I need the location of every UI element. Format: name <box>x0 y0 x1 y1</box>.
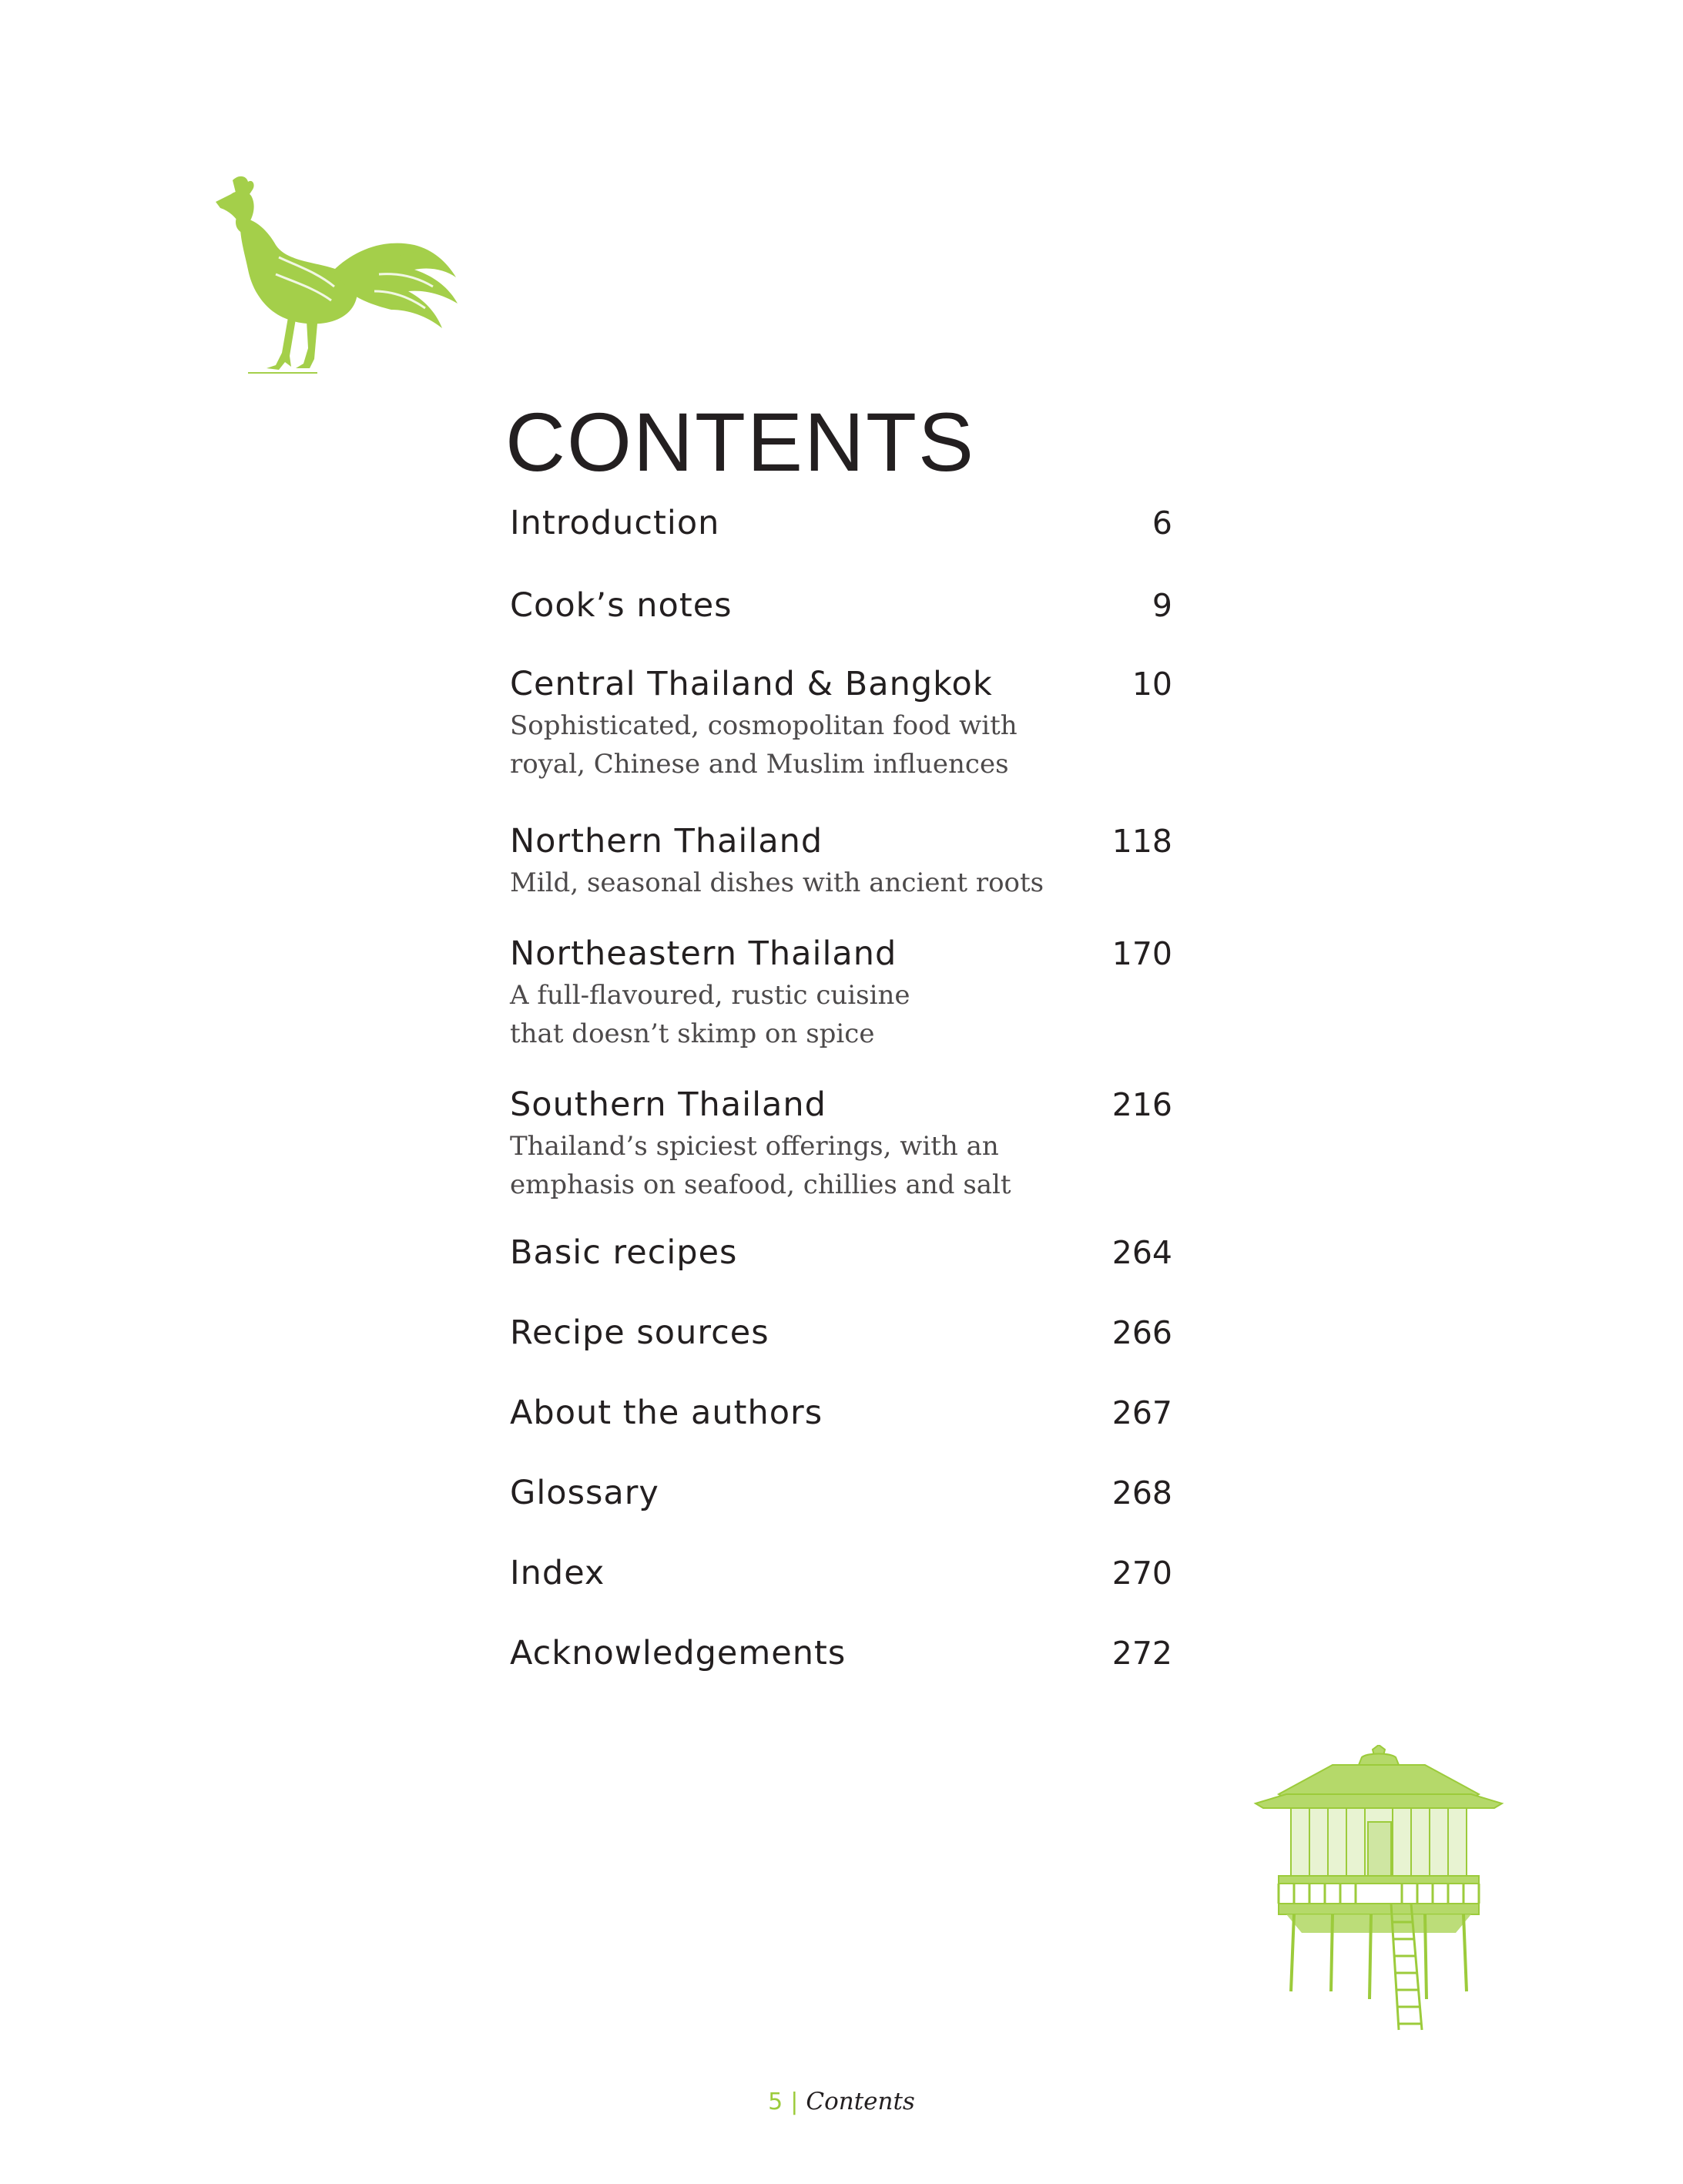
toc-entry[interactable] <box>510 1471 1172 1515</box>
toc-entry-heading: Northern Thailand <box>510 822 823 861</box>
toc-entry-row <box>510 662 1172 706</box>
toc-entry-page-number: 266 <box>1111 1314 1172 1351</box>
toc-entry-heading: About the authors <box>510 1394 823 1432</box>
toc-entry-heading: Southern Thailand <box>510 1085 826 1124</box>
toc-entry-heading: Introduction <box>510 504 720 542</box>
toc-entry-row <box>510 931 1172 976</box>
page-footer <box>0 2088 1683 2115</box>
toc-entry-page-number: 170 <box>1111 935 1172 972</box>
toc-entry[interactable] <box>510 931 1172 1053</box>
toc-entry[interactable] <box>510 583 1172 628</box>
toc-entry-page-number: 118 <box>1111 823 1172 860</box>
toc-entry-heading: Central Thailand & Bangkok <box>510 665 993 703</box>
folio-separator: | <box>790 2088 799 2115</box>
toc-entry-page-number: 216 <box>1111 1086 1172 1123</box>
toc-entry[interactable] <box>510 501 1172 545</box>
toc-entry-row <box>510 583 1172 628</box>
toc-entry-row <box>510 819 1172 864</box>
toc-entry[interactable] <box>510 1310 1172 1355</box>
toc-entry-page-number: 6 <box>1152 505 1172 542</box>
thai-stilt-house-illustration <box>1248 1745 1510 2038</box>
toc-entry[interactable] <box>510 662 1172 783</box>
toc-entry-row <box>510 1310 1172 1355</box>
toc-entry-row <box>510 1391 1172 1435</box>
table-of-contents <box>510 501 1172 1676</box>
toc-entry-heading: Index <box>510 1554 605 1592</box>
toc-entry-page-number: 268 <box>1111 1474 1172 1511</box>
toc-entry-heading: Glossary <box>510 1474 659 1512</box>
toc-entry-description: A full-flavoured, rustic cuisine that doesn’t skimp on spice <box>510 980 910 1049</box>
toc-entry[interactable] <box>510 819 1172 902</box>
toc-entry[interactable] <box>510 1631 1172 1676</box>
toc-entry-page-number: 267 <box>1111 1394 1172 1431</box>
toc-entry-page-number: 272 <box>1111 1635 1172 1672</box>
toc-entry-page-number: 10 <box>1131 666 1172 703</box>
toc-entry-row <box>510 501 1172 545</box>
toc-entry-heading: Cook’s notes <box>510 586 733 625</box>
toc-entry-heading: Basic recipes <box>510 1233 738 1272</box>
toc-entry-row <box>510 1551 1172 1595</box>
toc-entry-page-number: 264 <box>1111 1234 1172 1271</box>
toc-entry[interactable] <box>510 1391 1172 1435</box>
contents-section <box>505 395 1172 1676</box>
page-number: 5 <box>768 2088 783 2115</box>
rooster-illustration <box>202 171 471 387</box>
toc-entry-row <box>510 1471 1172 1515</box>
toc-entry-description: Thailand’s spiciest offerings, with an emphasis on seafood, chillies and salt <box>510 1131 1011 1200</box>
toc-entry-row <box>510 1631 1172 1676</box>
toc-entry-heading: Northeastern Thailand <box>510 934 897 973</box>
toc-entry[interactable] <box>510 1230 1172 1275</box>
toc-entry[interactable] <box>510 1551 1172 1595</box>
page-title: CONTENTS <box>505 395 975 488</box>
toc-entry-page-number: 9 <box>1152 587 1172 624</box>
toc-entry-description: Mild, seasonal dishes with ancient roots <box>510 867 1044 898</box>
running-footer-title: Contents <box>806 2088 915 2115</box>
toc-entry-heading: Recipe sources <box>510 1313 769 1352</box>
toc-entry-page-number: 270 <box>1111 1555 1172 1592</box>
toc-entry[interactable] <box>510 1082 1172 1204</box>
toc-entry-description: Sophisticated, cosmopolitan food with royal, Chinese and Muslim influences <box>510 710 1018 780</box>
toc-entry-row <box>510 1082 1172 1127</box>
toc-entry-heading: Acknowledgements <box>510 1634 847 1672</box>
toc-entry-row <box>510 1230 1172 1275</box>
